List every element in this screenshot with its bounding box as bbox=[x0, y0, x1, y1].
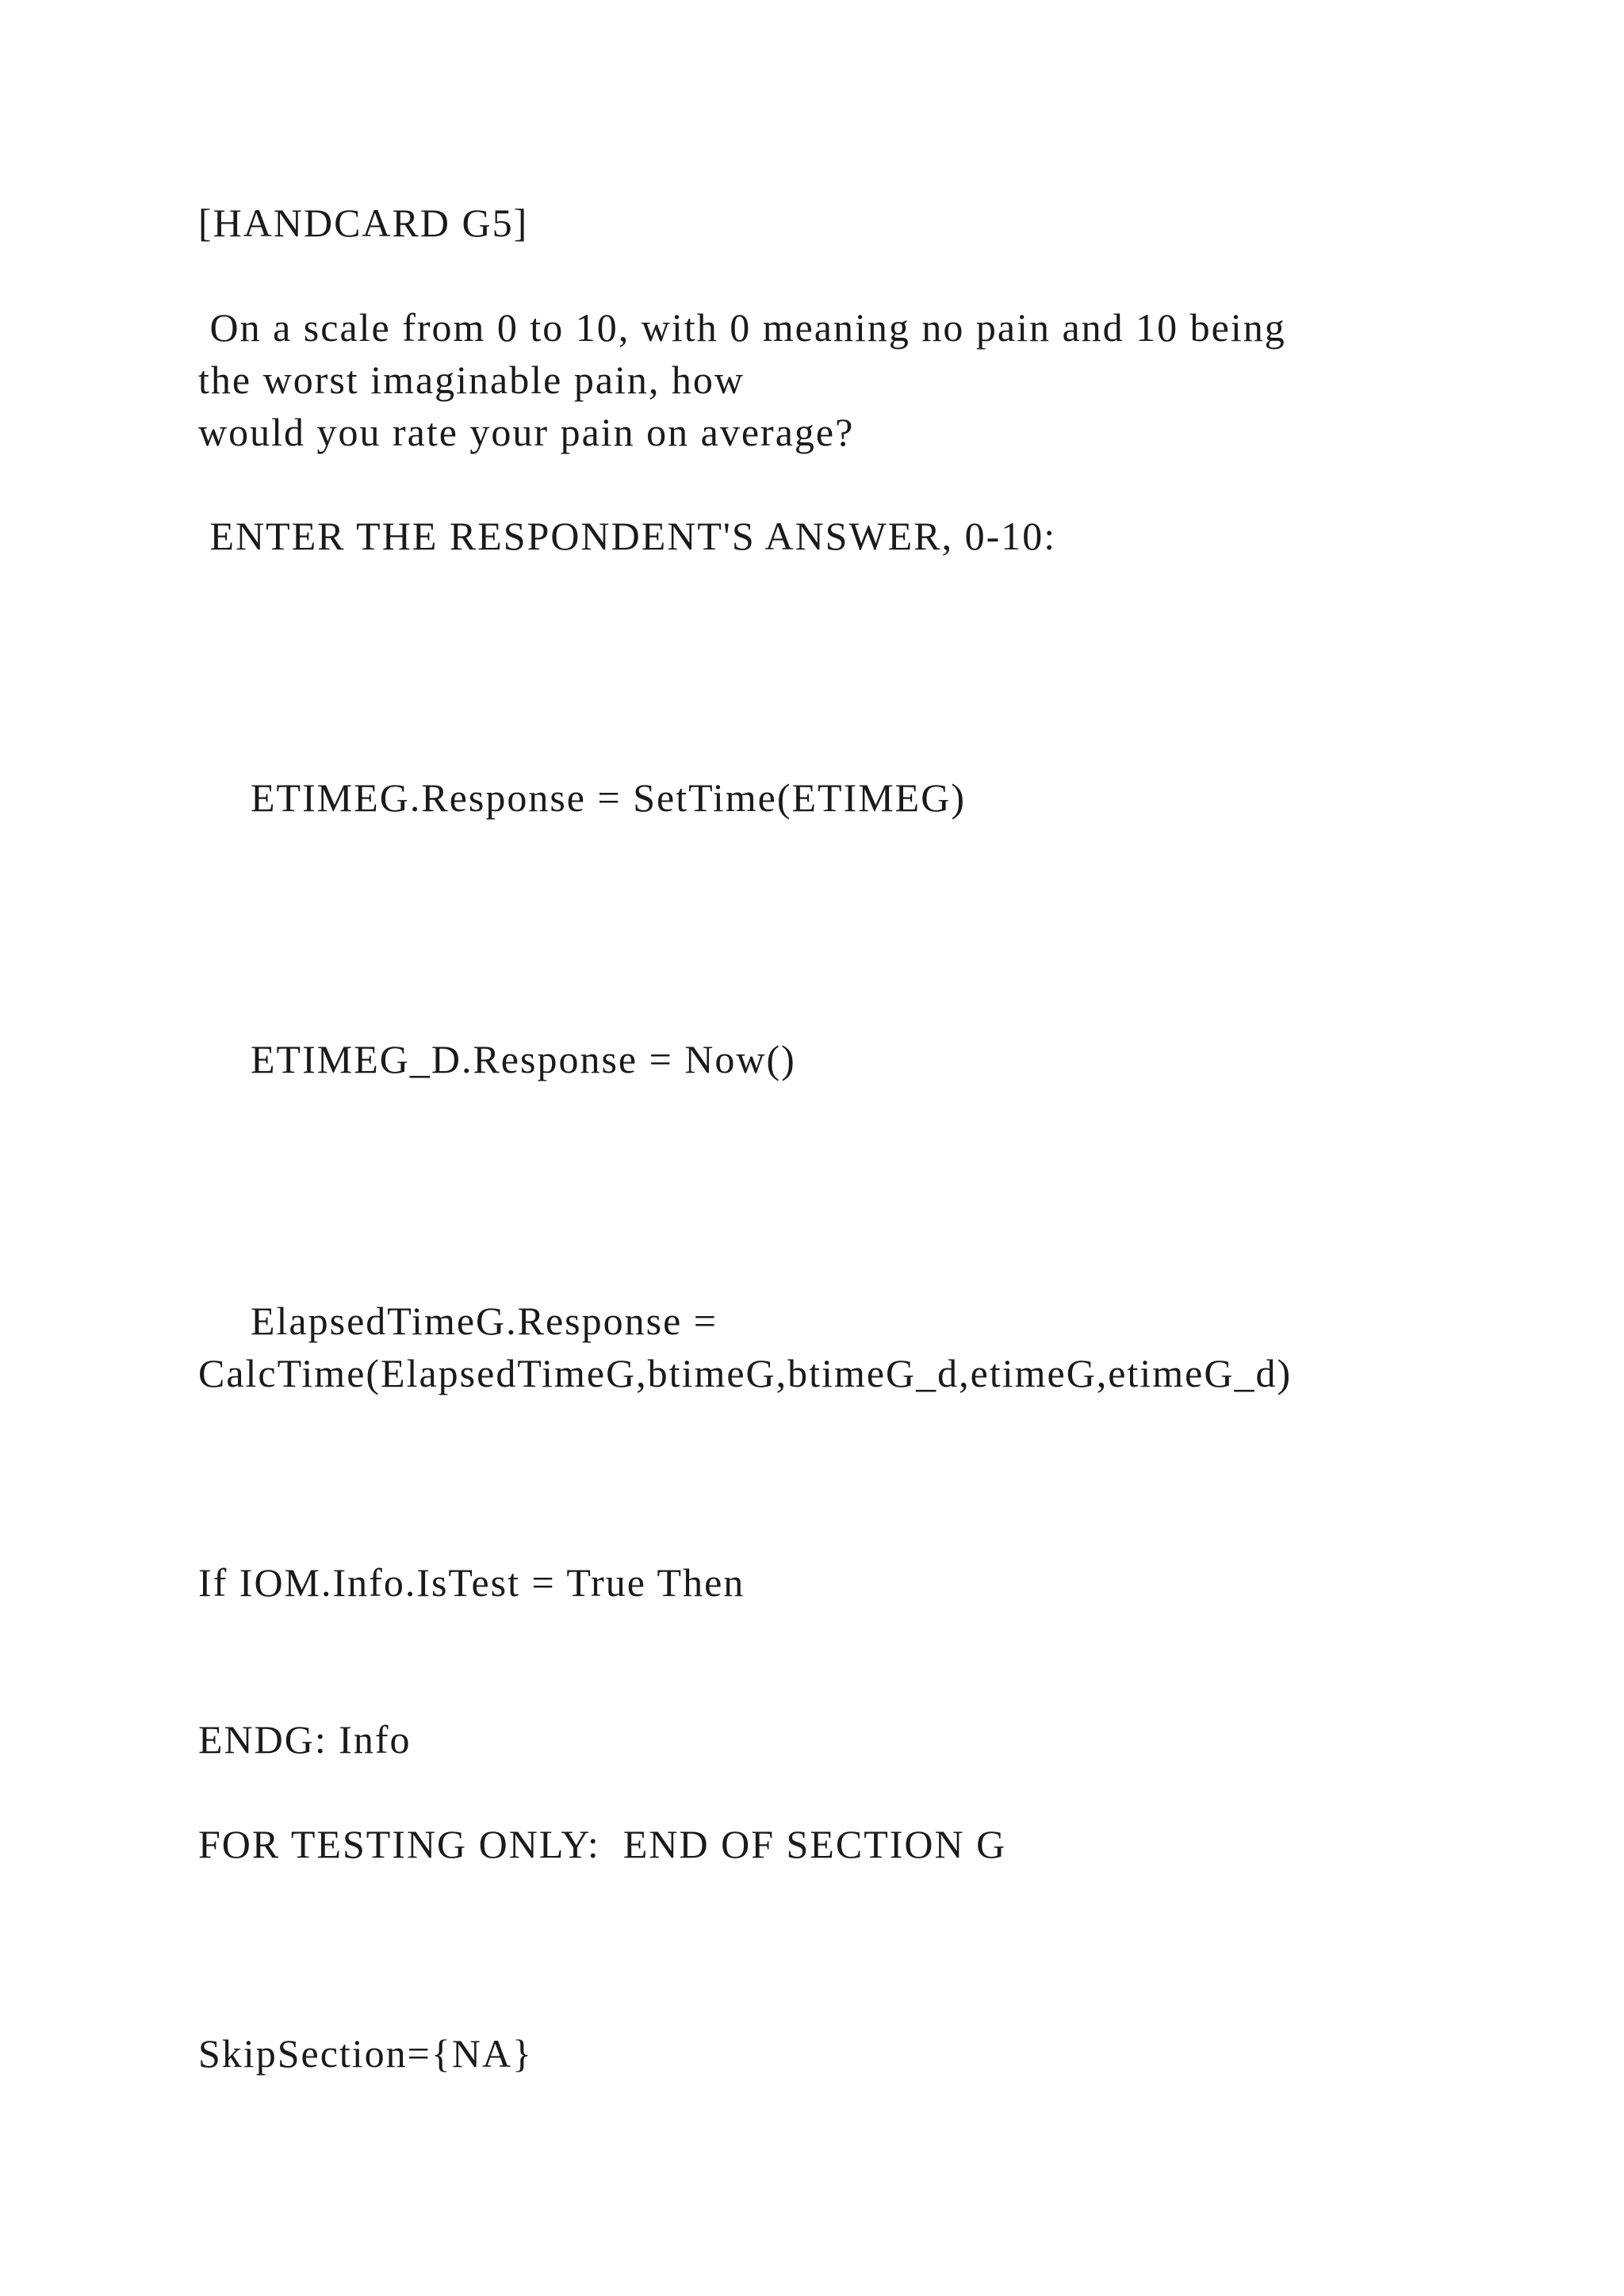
skip-section-statement: SkipSection={NA} bbox=[198, 2031, 534, 2076]
question-text-line-3: would you rate your pain on average? bbox=[198, 410, 855, 454]
if-test-statement: If IOM.Info.IsTest = True Then bbox=[198, 1560, 745, 1605]
question-text-line-1: On a scale from 0 to 10, with 0 meaning no pain and 10 being bbox=[198, 305, 1286, 350]
interviewer-instruction: ENTER THE RESPONDENT'S ANSWER, 0-10: bbox=[198, 514, 1057, 558]
endg-label: ENDG: Info bbox=[198, 1717, 412, 1762]
testing-only-notice: FOR TESTING ONLY: END OF SECTION G bbox=[198, 1822, 1007, 1866]
elapsed-time-statement-line-1: ElapsedTimeG.Response = bbox=[251, 1299, 718, 1343]
etimeg-statement: ETIMEG.Response = SetTime(ETIMEG) bbox=[251, 775, 966, 820]
handcard-label: [HANDCARD G5] bbox=[198, 201, 529, 245]
etimeg-d-statement: ETIMEG_D.Response = Now() bbox=[251, 1037, 796, 1081]
question-text-line-2: the worst imaginable pain, how bbox=[198, 358, 745, 402]
elapsed-time-statement-line-2: CalcTime(ElapsedTimeG,btimeG,btimeG_d,etimeG,etimeG_d) bbox=[198, 1351, 1293, 1395]
